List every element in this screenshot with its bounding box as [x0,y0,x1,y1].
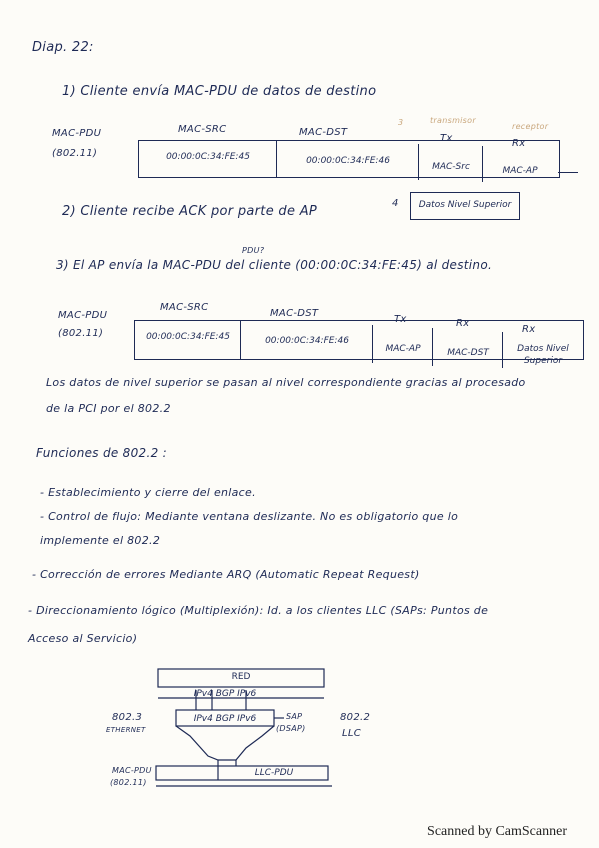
frame1-note-left: 3 [398,118,404,127]
frame1-label-line1: MAC-PDU [52,128,102,139]
frame2-header-tx: Tx [394,314,407,325]
frame1-label-line2: (802.11) [52,148,98,159]
paragraph-line-2: de la PCI por el 802.2 [46,402,171,415]
frame2-src-value: 00:00:0C:34:FE:45 [146,332,230,342]
function-item: - Control de flujo: Mediante ventana deslizante. No es obligatorio que lo [40,510,459,523]
llc-pdu-label: LLC-PDU [254,768,294,778]
frame2-header-rx: Rx [456,318,470,329]
frame2-rx-value: MAC-DST [447,348,489,358]
right-label-line1: 802.2 [340,712,371,723]
function-item: implemente el 802.2 [40,534,161,547]
red-label: RED [231,672,251,682]
step-1: 1) Cliente envía MAC-PDU de datos de destino [62,84,377,99]
function-item: Acceso al Servicio) [28,632,138,645]
mac-label-line1: MAC-PDU [112,766,152,775]
frame1-header-rx: Rx [512,138,526,149]
step-3: 3) El AP envía la MAC-PDU del cliente (00:00:0C:34:FE:45) al destino. [56,258,493,272]
step-2: 2) Cliente recibe ACK por parte de AP [62,204,318,219]
frame2-header-rx-2: Rx [522,324,536,335]
frame1-header-src: MAC-SRC [178,124,227,135]
funnel-shape [176,726,274,760]
page-heading: Diap. 22: [32,40,94,55]
frame2-label-line2: (802.11) [58,328,104,339]
inner-sap-labels: IPv4 BGP IPv6 [193,714,257,724]
frame2-dst-value: 00:00:0C:34:FE:46 [265,336,349,346]
frame1-header-tx: Tx [440,133,453,144]
left-label-line1: 802.3 [112,712,143,723]
frame1-payload: Datos Nivel Superior [418,200,512,210]
frame1-dst-value: 00:00:0C:34:FE:46 [306,156,390,166]
step-3-annotation: PDU? [242,246,265,255]
frame2-header-dst: MAC-DST [270,308,319,319]
frame2-payload-line2: Superior [523,356,563,366]
frame1-payload-marker: 4 [392,198,399,209]
frame1-note-rx: receptor [512,122,549,131]
right-label-line2: LLC [342,728,362,739]
frame2-label-line1: MAC-PDU [58,310,108,321]
sap-label-line1: SAP [286,712,303,721]
frame2-payload-line1: Datos Nivel [517,344,569,354]
scanner-footer: Scanned by CamScanner [427,824,567,839]
frame1-src-value: 00:00:0C:34:FE:45 [166,152,250,162]
paragraph-line-1: Los datos de nivel superior se pasan al nivel correspondiente gracias al procesado [46,376,526,389]
frame1-tx-value: MAC-Src [432,162,470,172]
function-item: - Establecimiento y cierre del enlace. [40,486,256,499]
frame2-header-src: MAC-SRC [160,302,209,313]
frame1-rx-value: MAC-AP [502,166,538,176]
frame1-note-tx: transmisor [430,116,476,125]
sap-label-line2: (DSAP) [276,724,306,733]
function-item: - Direccionamiento lógico (Multiplexión): Id. a los clientes LLC (SAPs: Puntos de [28,604,489,617]
mac-label-line2: (802.11) [110,778,147,787]
functions-title: Funciones de 802.2 : [36,446,167,460]
frame1-header-dst: MAC-DST [299,127,348,138]
left-label-line2: ETHERNET [106,726,146,734]
frame2-tx-value: MAC-AP [385,344,421,354]
top-sap-labels: IPv4 BGP IPv6 [193,689,257,699]
function-item: - Corrección de errores Mediante ARQ (Automatic Repeat Request) [32,568,420,581]
